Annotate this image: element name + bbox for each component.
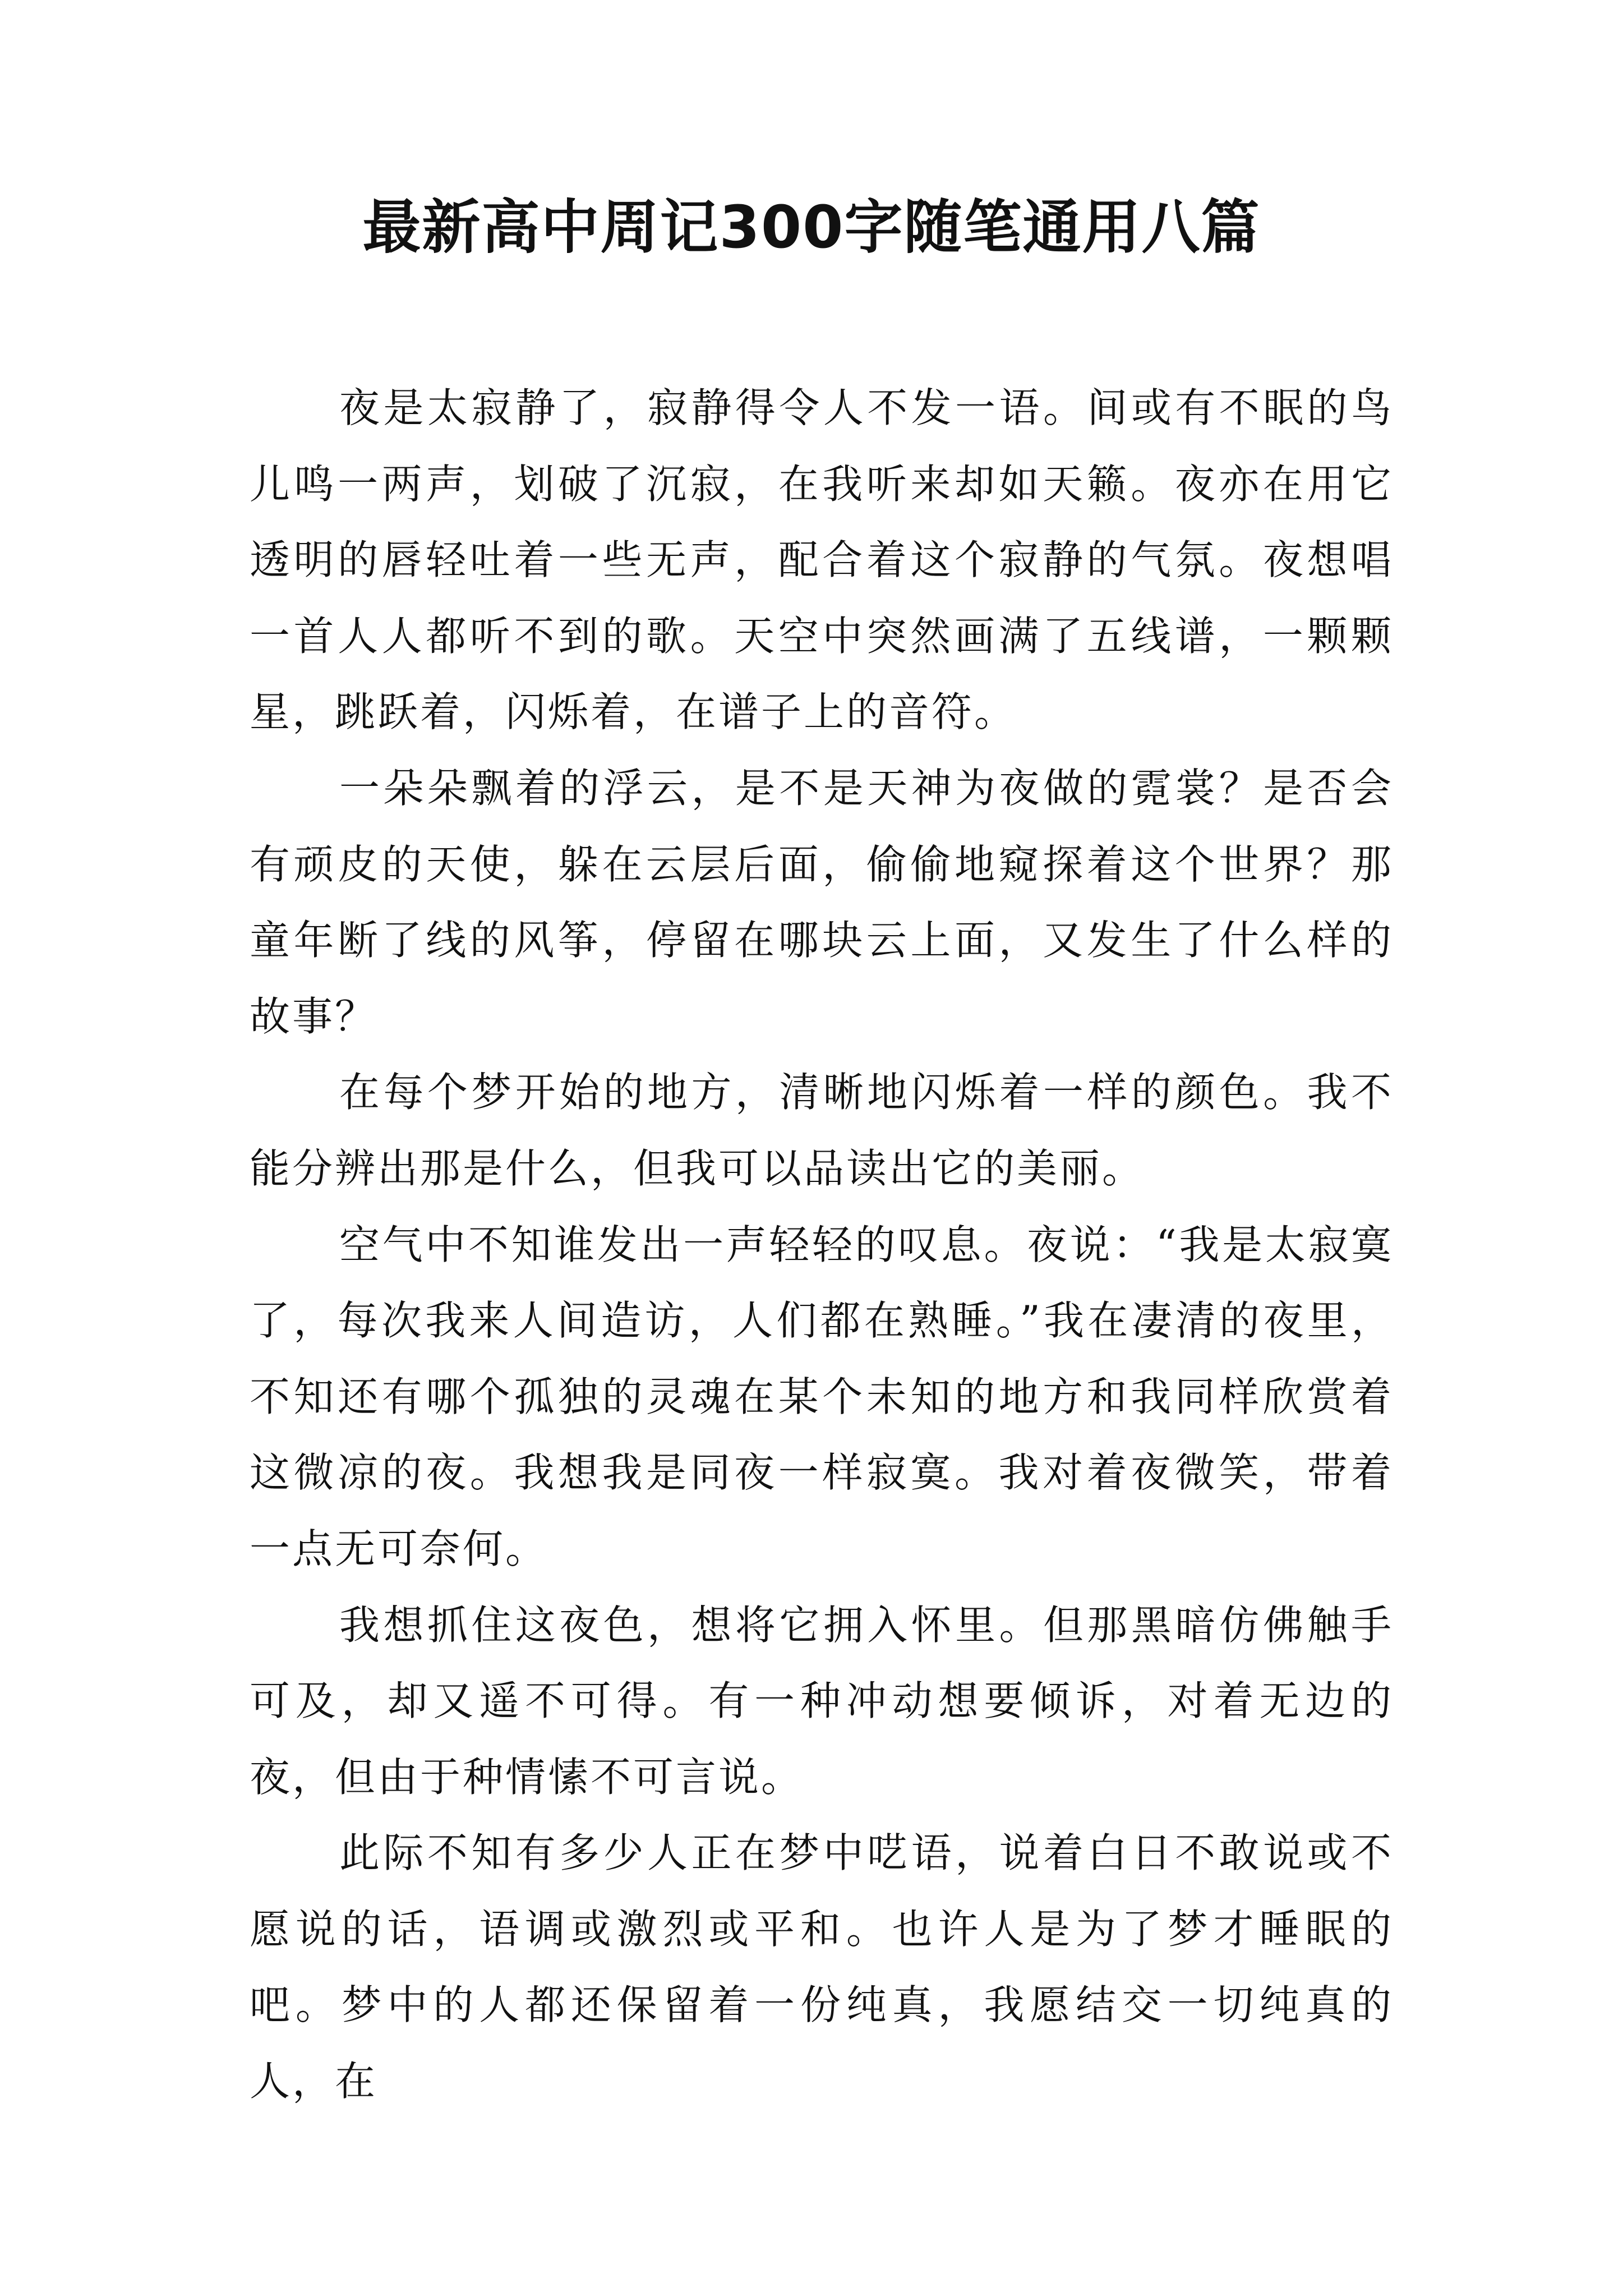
paragraph: 此际不知有多少人正在梦中呓语，说着白日不敢说或不愿说的话，语调或激烈或平和。也许人是为了梦才睡眠的吧。梦中的人都还保留着一份纯真，我愿结交一切纯真的人，在 — [250, 1829, 1394, 2105]
paragraph: 夜是太寂静了，寂静得令人不发一语。间或有不眠的鸟儿鸣一两声，划破了沉寂，在我听来却如天籁。夜亦在用它透明的唇轻吐着一些无声，配合着这个寂静的气氛。夜想唱一首人人都听不到的歌。天空中突然画满了五线谱，一颗颗星，跳跃着，闪烁着，在谱子上的音符。 — [250, 384, 1394, 736]
paragraph: 一朵朵飘着的浮云，是不是天神为夜做的霓裳？是否会有顽皮的天使，躲在云层后面，偷偷地窥探着这个世界？那童年断了线的风筝，停留在哪块云上面，又发生了什么样的故事？ — [250, 764, 1394, 1040]
document-body — [250, 370, 1394, 2120]
paragraph: 空气中不知谁发出一声轻轻的叹息。夜说：“我是太寂寞了，每次我来人间造访，人们都在熟睡。”我在凄清的夜里，不知还有哪个孤独的灵魂在某个未知的地方和我同样欣赏着这微凉的夜。我想我是同夜一样寂寞。我对着夜微笑，带着一点无可奈何。 — [250, 1221, 1394, 1572]
document-title: 最新高中周记300字随笔通用八篇 — [362, 193, 1261, 261]
paragraph: 我想抓住这夜色，想将它拥入怀里。但那黑暗仿佛触手可及，却又遥不可得。有一种冲动想要倾诉，对着无边的夜，但由于种情愫不可言说。 — [250, 1601, 1394, 1801]
paragraph: 在每个梦开始的地方，清晰地闪烁着一样的颜色。我不能分辨出那是什么，但我可以品读出它的美丽。 — [250, 1069, 1394, 1192]
